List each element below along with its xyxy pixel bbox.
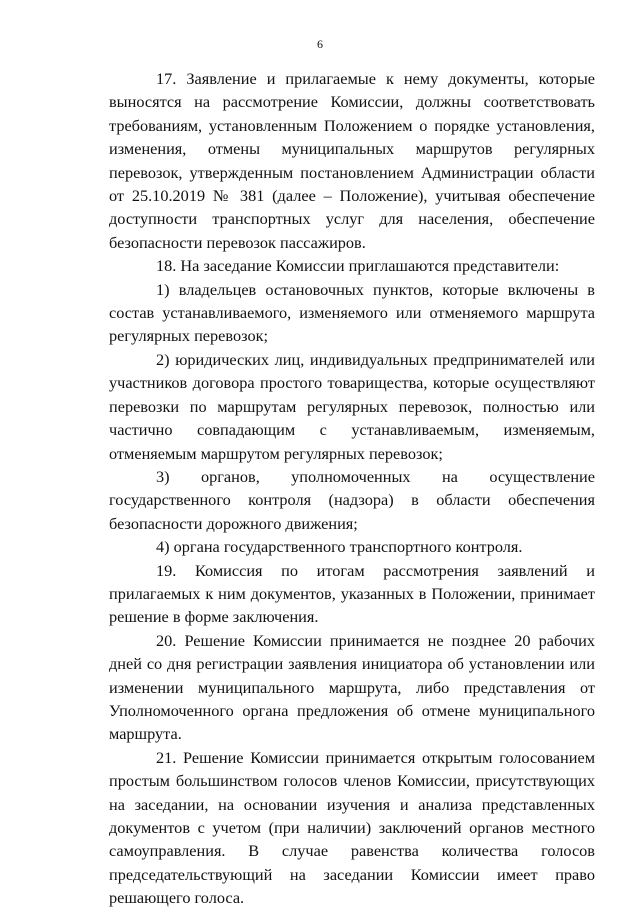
page-number: 6 — [317, 37, 323, 51]
list-item-18-1: 1) владельцев остановочных пунктов, которые включены в состав устанавливаемого, изменяемого или отменяемого маршрута регулярных перевозок; — [109, 279, 595, 346]
list-item-18-4: 4) органа государственного транспортного контроля. — [156, 537, 523, 557]
paragraph-21: 21. Решение Комиссии принимается открытым голосованием простым большинством голосов членов Комиссии, присутствующих на заседании, на основании изучения и анализа представленных документов с учетом (при наличии) заключений органов местного самоуправления. В случае равенства количества голосов председательствующий на заседании Комиссии имеет право решающего голоса. — [109, 747, 595, 908]
paragraph-20: 20. Решение Комиссии принимается не позднее 20 рабочих дней со дня регистрации заявления инициатора об установлении или изменении муниципального маршрута, либо представления от Уполномоченного органа предложения об отмене муниципального маршрута. — [109, 630, 595, 744]
list-item-18-3: 3) органов, уполномоченных на осуществление государственного контроля (надзора) в области обеспечения безопасности дорожного движения; — [109, 466, 595, 533]
list-item-18-2: 2) юридических лиц, индивидуальных предпринимателей или участников договора простого товарищества, которые осуществляют перевозки по маршрутам регулярных перевозок, полностью или частично совпадающим с устанавливаемым, изменяемым, отменяемым маршрутом регулярных перевозок; — [109, 349, 595, 463]
paragraph-19: 19. Комиссия по итогам рассмотрения заявлений и прилагаемых к ним документов, указанных в Положении, принимает решение в форме заключения. — [109, 560, 595, 627]
document-body — [109, 67, 595, 910]
paragraph-17: 17. Заявление и прилагаемые к нему документы, которые выносятся на рассмотрение Комиссии, должны соответствовать требованиям, установленным Положением о порядке установления, изменения, отмены муниципальных маршрутов регулярных перевозок, утвержденным постановлением Администрации области от 25.10.2019 № 381 (далее – Положение), учитывая обеспечение доступности транспортных услуг для населения, обеспечение безопасности перевозок пассажиров. — [109, 69, 595, 252]
paragraph-18: 18. На заседание Комиссии приглашаются представители: — [156, 256, 560, 276]
